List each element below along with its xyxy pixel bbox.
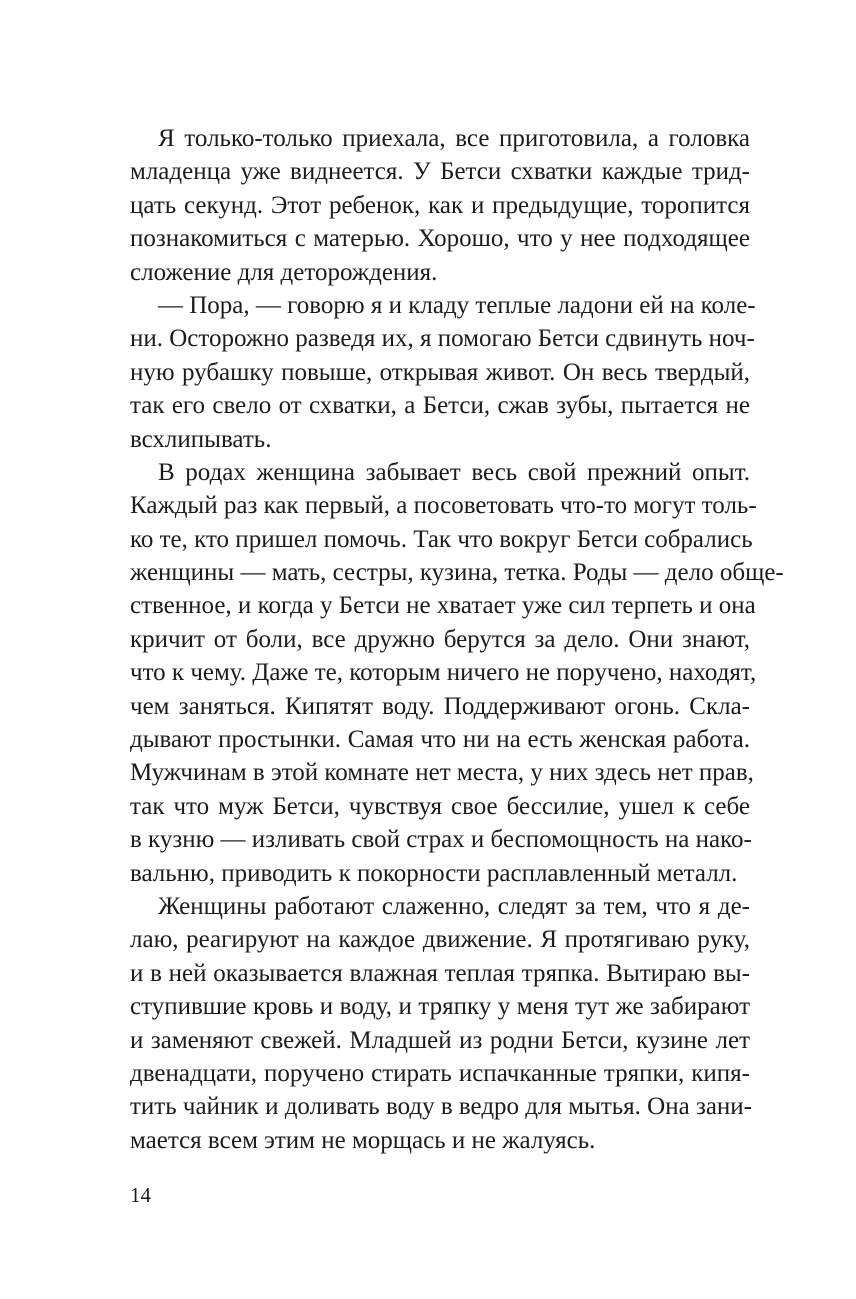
text-line: и в ней оказывается влажная теплая тряпка. Вытираю вы- bbox=[130, 959, 750, 987]
text-line: вальню, приводить к покорности расплавленный металл. bbox=[130, 859, 738, 887]
text-line: в кузню — изливать свой страх и беспомощность на нако- bbox=[130, 826, 752, 854]
text-line: тить чайник и доливать воду в ведро для мытья. Она зани- bbox=[130, 1093, 753, 1121]
paragraph bbox=[130, 289, 756, 456]
text-line: и заменяют свежей. Младшей из родни Бетси, кузине лет bbox=[130, 1026, 750, 1054]
text-line: дывают простынки. Самая что ни на есть женская работа. bbox=[130, 726, 750, 754]
text-line: так его свело от схватки, а Бетси, сжав зубы, пытается не bbox=[130, 392, 750, 420]
text-line: ко те, кто пришел помочь. Так что вокруг Бетси собрались bbox=[130, 525, 753, 553]
text-line: познакомиться с матерью. Хорошо, что у нее подходящее bbox=[130, 225, 750, 253]
text-line: кричит от боли, все дружно берутся за дело. Они знают, bbox=[130, 625, 750, 653]
text-line: всхлипывать. bbox=[130, 425, 272, 453]
text-line: В родах женщина забывает весь свой прежний опыт. bbox=[158, 458, 750, 486]
text-line: Мужчинам в этой комнате нет места, у них здесь нет прав, bbox=[130, 759, 754, 787]
text-line: ступившие кровь и воду, и тряпку у меня тут же забирают bbox=[130, 993, 750, 1021]
text-line: младенца уже виднеется. У Бетси схватки каждые трид- bbox=[130, 158, 750, 186]
text-line: что к чему. Даже те, которым ничего не поручено, находят, bbox=[130, 659, 757, 687]
text-line: Женщины работают слаженно, следят за тем, что я де- bbox=[158, 892, 750, 920]
text-line: лаю, реагируют на каждое движение. Я протягиваю руку, bbox=[130, 926, 750, 954]
text-line: чем заняться. Кипятят воду. Поддерживают огонь. Скла- bbox=[130, 692, 750, 720]
text-line: ственное, и когда у Бетси не хватает уже сил терпеть и она bbox=[130, 592, 756, 620]
text-line: так что муж Бетси, чувствуя свое бессилие, ушел к себе bbox=[130, 792, 750, 820]
text-line: женщины — мать, сестры, кузина, тетка. Роды — дело обще- bbox=[130, 559, 784, 587]
paragraph bbox=[130, 456, 784, 890]
paragraph bbox=[130, 890, 753, 1157]
text-line: Каждый раз как первый, а посоветовать что-то могут толь- bbox=[130, 492, 757, 520]
paragraph bbox=[130, 122, 750, 289]
text-line: мается всем этим не морщась и не жалуясь. bbox=[130, 1126, 596, 1154]
text-line: цать секунд. Этот ребенок, как и предыдущие, торопится bbox=[130, 191, 750, 219]
text-line: ни. Осторожно разведя их, я помогаю Бетси сдвинуть ноч- bbox=[130, 325, 755, 353]
text-line: сложение для деторождения. bbox=[130, 258, 438, 286]
body-text bbox=[130, 122, 784, 1157]
text-line: Я только-только приехала, все приготовила, а головка bbox=[158, 125, 750, 152]
text-line: — Пора, — говорю я и кладу теплые ладони ей на коле- bbox=[158, 291, 756, 319]
text-line: ную рубашку повыше, открывая живот. Он весь твердый, bbox=[130, 358, 750, 386]
text-line: двенадцати, поручено стирать испачканные тряпки, кипя- bbox=[130, 1059, 750, 1087]
page-number: 14 bbox=[130, 1183, 151, 1207]
